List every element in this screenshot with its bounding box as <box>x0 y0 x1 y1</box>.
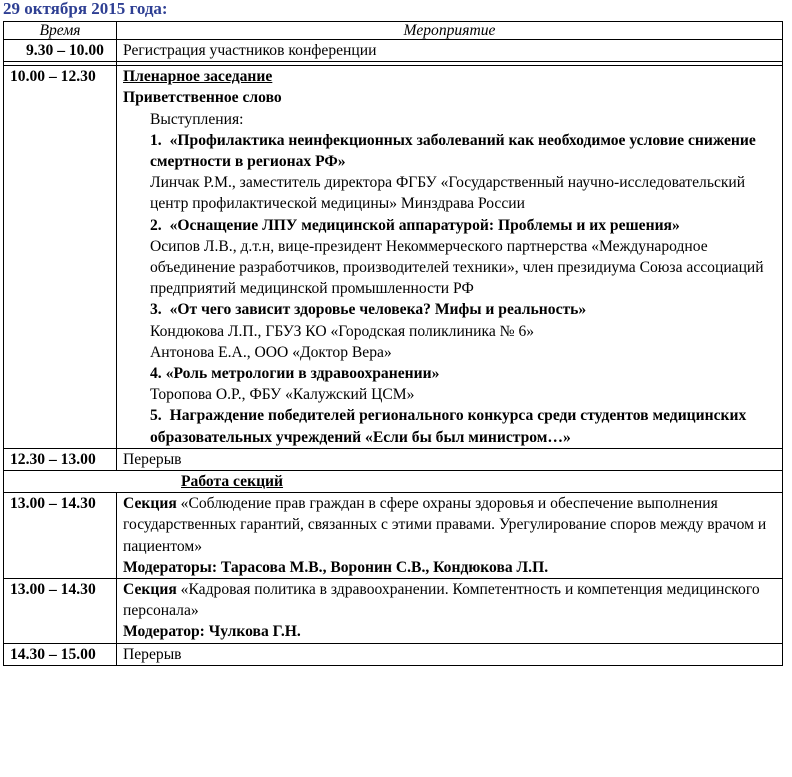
time-cell: 13.00 – 14.30 <box>4 493 117 579</box>
talk-speaker: Антонова Е.А., ООО «Доктор Вера» <box>150 343 392 361</box>
talk-speaker: Осипов Л.В., д.т.н, вице-президент Некоммерческого партнерства «Международное объединение разработчиков, производителей техники», член президиума Союза ассоциаций предприятий медицинской промышленности РФ <box>150 237 764 298</box>
talk-speaker: Торопова О.Р., ФБУ «Калужский ЦСМ» <box>150 386 415 404</box>
welcome-speech: Приветственное слово <box>123 89 282 107</box>
talks-label: Выступления: <box>150 110 244 128</box>
plenary-cell <box>117 66 783 449</box>
event-cell: Перерыв <box>117 643 783 665</box>
talk-title: 1. «Профилактика неинфекционных заболеваний как необходимое условие снижение смертности в регионах РФ» <box>150 131 756 171</box>
time-cell: 10.00 – 12.30 <box>4 66 117 449</box>
talk-title: 3. «От чего зависит здоровье человека? Мифы и реальность» <box>150 301 587 319</box>
column-header-time: Время <box>4 22 117 40</box>
section-cell <box>117 493 783 579</box>
event-cell: Регистрация участников конференции <box>117 40 783 62</box>
program-table <box>3 21 783 666</box>
sections-header-row <box>4 471 783 493</box>
table-row <box>4 493 783 579</box>
talk-title: 5. Награждение победителей регионального конкурса среди студентов медицинских образовательных учреждений «Если бы был министром…» <box>150 407 747 446</box>
section-description: Секция «Кадровая политика в здравоохранении. Компетентность и компетенция медицинского персонала» <box>123 581 760 620</box>
table-header-row <box>4 22 783 40</box>
table-row-plenary <box>4 66 783 449</box>
time-cell: 9.30 – 10.00 <box>4 40 117 62</box>
time-cell: 12.30 – 13.00 <box>4 448 117 470</box>
section-moderators: Модератор: Чулкова Г.Н. <box>123 623 301 641</box>
talk-speaker: Кондюкова Л.П., ГБУЗ КО «Городская поликлиника № 6» <box>150 322 535 340</box>
column-header-event: Мероприятие <box>117 22 783 40</box>
table-row <box>4 643 783 665</box>
event-cell: Перерыв <box>117 448 783 470</box>
plenary-title: Пленарное заседание <box>123 68 273 86</box>
program-date: 29 октября 2015 года: <box>3 0 168 18</box>
section-description: Секция «Соблюдение прав граждан в сфере охраны здоровья и обеспечение выполнения государственных гарантий, связанных с этими правами. Урегулирование споров между врачом и пациентом» <box>123 495 767 555</box>
section-moderators: Модераторы: Тарасова М.В., Воронин С.В., Кондюкова Л.П. <box>123 558 549 576</box>
talk-title: 2. «Оснащение ЛПУ медицинской аппаратурой: Проблемы и их решения» <box>150 216 680 234</box>
sections-header: Работа секций <box>4 471 783 493</box>
table-row <box>4 40 783 62</box>
table-row <box>4 579 783 644</box>
talk-speaker: Линчак Р.М., заместитель директора ФГБУ «Государственный научно-исследовательский центр профилактической медицины» Минздрава России <box>150 174 746 213</box>
time-cell: 14.30 – 15.00 <box>4 643 117 665</box>
time-cell: 13.00 – 14.30 <box>4 579 117 644</box>
table-row <box>4 448 783 470</box>
talk-title: 4. «Роль метрологии в здравоохранении» <box>150 365 440 383</box>
section-cell <box>117 579 783 644</box>
